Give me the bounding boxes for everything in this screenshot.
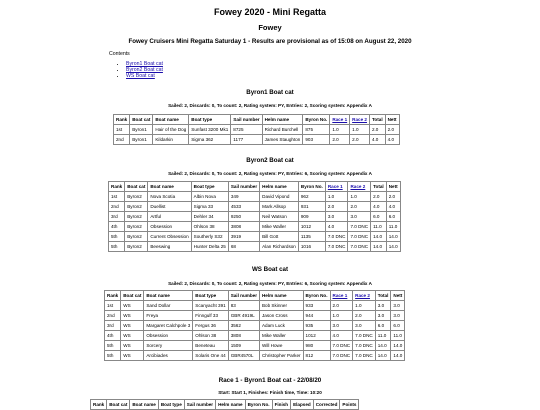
column-header: Boat type xyxy=(191,182,228,192)
table-cell: 1135 xyxy=(298,232,325,242)
column-header: Sail number xyxy=(228,182,259,192)
table-cell: 903 xyxy=(303,135,330,145)
table-cell: 3.0 xyxy=(353,321,376,331)
table-cell: 931 xyxy=(298,202,325,212)
table-cell: 1.0 xyxy=(348,192,371,202)
column-header: Nett xyxy=(385,115,399,125)
table-cell: 7.0 DNC xyxy=(325,242,348,252)
table-cell: Neil Watson xyxy=(260,212,299,222)
table-cell: Christopher Parker xyxy=(259,351,303,361)
table-header-row xyxy=(105,291,405,301)
page-title: Fowey 2020 - Mini Regatta xyxy=(213,7,327,17)
table-header-row xyxy=(114,115,400,125)
table-cell: 11.0 xyxy=(375,331,391,341)
column-header: Rank xyxy=(114,115,130,125)
table-cell: 11.0 xyxy=(371,222,387,232)
column-header: Total xyxy=(375,291,391,301)
table-cell: 944 xyxy=(303,311,330,321)
table-cell: 4.0 xyxy=(369,135,385,145)
table-cell: 6.0 xyxy=(391,321,405,331)
table-cell: 2.0 xyxy=(348,202,371,212)
table-cell: 3.0 xyxy=(391,311,405,321)
table-cell: 2nd xyxy=(105,311,121,321)
table-cell: 1012 xyxy=(303,331,330,341)
column-header: Boat name xyxy=(148,182,191,192)
table-row xyxy=(105,321,405,331)
table-cell: 2.0 xyxy=(350,135,370,145)
table-cell: Fergus 36 xyxy=(193,321,228,331)
table-cell: 4th xyxy=(105,331,121,341)
table-row xyxy=(109,222,401,232)
table-cell: 14.0 xyxy=(375,341,391,351)
column-header: Points xyxy=(340,400,359,410)
column-header: Byron No. xyxy=(303,115,330,125)
table-cell: WS xyxy=(121,351,144,361)
table-row xyxy=(114,135,400,145)
column-header: Boat cat xyxy=(130,115,153,125)
section-summary-ws: Sailed: 2, Discards: 0, To count: 2, Rating system: PY, Entries: 6, Scoring system: Appendix A xyxy=(168,281,372,286)
table-cell: 3.0 xyxy=(391,301,405,311)
table-cell: Byron2 xyxy=(125,242,148,252)
table-cell: 3808 xyxy=(228,222,259,232)
table-cell: GBR4570L xyxy=(228,351,259,361)
table-cell: 68 xyxy=(228,242,259,252)
table-cell: 11.0 xyxy=(391,331,405,341)
table-row xyxy=(109,232,401,242)
contents-item xyxy=(126,73,163,79)
table-cell: 3562 xyxy=(228,321,259,331)
venue-heading: Fowey xyxy=(258,23,282,32)
table-cell: 7.0 DNC xyxy=(348,222,371,232)
table-cell: 2.0 xyxy=(330,135,350,145)
table-cell: Byron1 xyxy=(130,135,153,145)
table-cell: 875 xyxy=(303,125,330,135)
table-row xyxy=(109,242,401,252)
table-cell: 7.0 DNC xyxy=(348,242,371,252)
column-header: Byron No. xyxy=(303,291,330,301)
table-cell: 1.0 xyxy=(353,301,376,311)
column-header: Boat type xyxy=(158,400,184,410)
table-cell: Artful xyxy=(148,212,191,222)
column-header: Finish xyxy=(272,400,291,410)
table-cell: Will Howe xyxy=(259,341,303,351)
table-row xyxy=(105,311,405,321)
section-summary-byron1: Sailed: 2, Discards: 0, To count: 2, Rating system: PY, Entries: 2, Scoring system: Appendix A xyxy=(168,103,372,108)
table-cell: Obsession xyxy=(144,331,193,341)
column-header: Boat type xyxy=(189,115,231,125)
table-cell: Southerly S32 xyxy=(191,232,228,242)
table-cell: Bob Skinner xyxy=(259,301,303,311)
section-title-byron2: Byron2 Boat cat xyxy=(246,157,294,164)
column-header: Boat name xyxy=(153,115,189,125)
table-cell: 3.0 xyxy=(375,301,391,311)
table-cell: 3.0 xyxy=(325,212,348,222)
table-cell: 1st xyxy=(114,125,130,135)
table-cell: 8725 xyxy=(231,125,262,135)
table-cell: 1012 xyxy=(298,222,325,232)
table-cell: Mike Waller xyxy=(260,222,299,232)
table-cell: Mark Allsop xyxy=(260,202,299,212)
column-header[interactable]: Race 2 xyxy=(350,115,370,125)
table-cell: 2nd xyxy=(109,202,125,212)
table-cell: Ohlson 38 xyxy=(193,331,228,341)
column-header[interactable]: Race 1 xyxy=(325,182,348,192)
table-cell: 83 xyxy=(228,301,259,311)
table-cell: 2.0 xyxy=(371,192,387,202)
table-cell: 4th xyxy=(109,222,125,232)
column-header: Boat cat xyxy=(107,400,130,410)
table-cell: 7.0 DNC xyxy=(353,331,376,341)
column-header: Byron No. xyxy=(245,400,272,410)
table-cell: 3.0 xyxy=(330,321,353,331)
table-cell: 980 xyxy=(303,341,330,351)
table-cell: 9250 xyxy=(228,212,259,222)
column-header: Boat cat xyxy=(121,291,144,301)
contents-list xyxy=(118,61,163,80)
table-cell: James Staughton xyxy=(262,135,303,145)
table-row xyxy=(105,341,405,351)
column-header: Corrected xyxy=(313,400,340,410)
table-cell: 1.0 xyxy=(350,125,370,135)
column-header: Sail number xyxy=(231,115,262,125)
table-cell: Dehler 34 xyxy=(191,212,228,222)
table-cell: 14.0 xyxy=(375,351,391,361)
table-cell: 3rd xyxy=(109,212,125,222)
table-cell: Nova Scotia xyxy=(148,192,191,202)
table-cell: WS xyxy=(121,331,144,341)
table-cell: WS xyxy=(121,341,144,351)
table-cell: Scanyacht 391 xyxy=(193,301,228,311)
table-cell: 1509 xyxy=(228,341,259,351)
table-cell: 1.0 xyxy=(330,125,350,135)
column-header[interactable]: Race 2 xyxy=(353,291,376,301)
column-header[interactable]: Race 1 xyxy=(330,115,350,125)
section-title-byron1: Byron1 Boat cat xyxy=(246,89,294,96)
table-cell: Byron2 xyxy=(125,222,148,232)
table-cell: 2.0 xyxy=(385,125,399,135)
table-cell: Byron2 xyxy=(125,212,148,222)
table-cell: 3.0 xyxy=(348,212,371,222)
race-summary: Start: Start 1, Finishes: Finish time, Time: 10:20 xyxy=(218,390,322,395)
column-header: Sail number xyxy=(184,400,215,410)
table-cell: Current Obsession xyxy=(148,232,191,242)
column-header: Nett xyxy=(391,291,405,301)
table-cell: 7.0 DNC xyxy=(353,341,376,351)
table-row xyxy=(105,301,405,311)
table-cell: Byron2 xyxy=(125,232,148,242)
table-cell: 2.0 xyxy=(386,192,400,202)
table-cell: 11.0 xyxy=(386,222,400,232)
column-header: Rank xyxy=(109,182,125,192)
table-cell: 7.0 DNC xyxy=(330,351,353,361)
table-cell: Jason Cross xyxy=(259,311,303,321)
table-cell: Obsession xyxy=(148,222,191,232)
table-row xyxy=(109,192,401,202)
column-header: Boat type xyxy=(193,291,228,301)
table-cell: 7.0 DNC xyxy=(330,341,353,351)
table-cell: David Vipond xyxy=(260,192,299,202)
table-cell: 909 xyxy=(298,212,325,222)
table-row xyxy=(114,125,400,135)
table-row xyxy=(105,351,405,361)
results-subtitle: Fowey Cruisers Mini Regatta Saturday 1 - Results are provisional as of 15:08 on August 22, 2020 xyxy=(128,38,412,45)
table-cell: Solaris One 44 xyxy=(193,351,228,361)
table-cell: 3919 xyxy=(228,232,259,242)
table-cell: Mike Waller xyxy=(259,331,303,341)
table-cell: 935 xyxy=(303,321,330,331)
table-cell: 2nd xyxy=(114,135,130,145)
table-cell: 4533 xyxy=(228,202,259,212)
column-header: Boat name xyxy=(130,400,159,410)
table-cell: 14.0 xyxy=(371,242,387,252)
table-cell: Byron2 xyxy=(125,192,148,202)
table-cell: Hunter Delta 25 xyxy=(191,242,228,252)
table-cell: Alan Richardson xyxy=(260,242,299,252)
table-row xyxy=(105,331,405,341)
column-header: Helm name xyxy=(262,115,303,125)
table-cell: 6.0 xyxy=(371,212,387,222)
table-cell: Albin Nova xyxy=(191,192,228,202)
table-cell: Freya xyxy=(144,311,193,321)
table-cell: Sunfast 3200 Mk1 xyxy=(189,125,231,135)
table-cell: Arcibiades xyxy=(144,351,193,361)
table-cell: WS xyxy=(121,311,144,321)
results-table-byron2 xyxy=(108,181,401,252)
contents-label: Contents xyxy=(109,51,130,57)
table-cell: 7.0 DNC xyxy=(348,232,371,242)
table-cell: 14.0 xyxy=(386,242,400,252)
table-cell: 1st xyxy=(109,192,125,202)
column-header: Total xyxy=(369,115,385,125)
column-header: Helm name xyxy=(216,400,246,410)
table-cell: 6.0 xyxy=(375,321,391,331)
table-cell: 2.0 xyxy=(353,311,376,321)
results-table-ws xyxy=(104,290,405,361)
table-cell: WS xyxy=(121,301,144,311)
table-cell: Finngulf 33 xyxy=(193,311,228,321)
table-row xyxy=(109,202,401,212)
table-cell: GBR 4919L xyxy=(228,311,259,321)
table-cell: Byron1 xyxy=(130,125,153,135)
table-cell: Duellist xyxy=(148,202,191,212)
table-cell: 6.0 xyxy=(386,212,400,222)
table-cell: Sand Dollar xyxy=(144,301,193,311)
table-row xyxy=(109,212,401,222)
table-cell: 1st xyxy=(105,301,121,311)
column-header: Boat cat xyxy=(125,182,148,192)
results-table-byron1 xyxy=(113,114,400,145)
column-header: Sail number xyxy=(228,291,259,301)
table-cell: 14.0 xyxy=(391,341,405,351)
table-cell: Richard Burchell xyxy=(262,125,303,135)
table-cell: Margaret Calchpole 3 xyxy=(144,321,193,331)
table-cell: 2.0 xyxy=(369,125,385,135)
contents-link-byron2[interactable]: Byron2 Boat cat xyxy=(126,67,163,74)
table-cell: 1.0 xyxy=(330,311,353,321)
table-cell: 3.0 xyxy=(375,311,391,321)
table-cell: 3808 xyxy=(228,331,259,341)
table-cell: Bill Gott xyxy=(260,232,299,242)
column-header: Nett xyxy=(386,182,400,192)
table-cell: Sigma 33 xyxy=(191,202,228,212)
contents-link-byron1[interactable]: Byron1 Boat cat xyxy=(126,61,163,67)
contents-link-ws[interactable]: WS Boat cat xyxy=(126,73,155,80)
table-cell: Sigma 362 xyxy=(189,135,231,145)
table-cell: Beeswing xyxy=(148,242,191,252)
table-cell: 4.0 xyxy=(371,202,387,212)
race-title: Race 1 - Byron1 Boat cat - 22/08/20 xyxy=(218,377,322,384)
table-cell: 4.0 xyxy=(386,202,400,212)
table-cell: WS xyxy=(121,321,144,331)
table-cell: Adam Luck xyxy=(259,321,303,331)
table-cell: 4.0 xyxy=(385,135,399,145)
column-header: Total xyxy=(371,182,387,192)
table-cell: 1016 xyxy=(298,242,325,252)
table-header-row xyxy=(109,182,401,192)
table-cell: 4.0 xyxy=(325,222,348,232)
table-cell: 2.0 xyxy=(325,202,348,212)
table-cell: Sorcery xyxy=(144,341,193,351)
table-cell: 3rd xyxy=(105,321,121,331)
table-cell: 1177 xyxy=(231,135,262,145)
table-cell: 4.0 xyxy=(330,331,353,341)
table-cell: 5th xyxy=(105,351,121,361)
table-cell: 7.0 DNC xyxy=(353,351,376,361)
table-cell: Kildarkin xyxy=(153,135,189,145)
table-cell: 14.0 xyxy=(386,232,400,242)
column-header: Rank xyxy=(105,291,121,301)
column-header: Byron No. xyxy=(298,182,325,192)
column-header[interactable]: Race 1 xyxy=(330,291,353,301)
table-cell: Hair of the Dog xyxy=(153,125,189,135)
column-header: Elapsed xyxy=(291,400,314,410)
column-header: Rank xyxy=(91,400,107,410)
table-cell: 5th xyxy=(109,242,125,252)
table-cell: 7.0 DNC xyxy=(325,232,348,242)
column-header: Helm name xyxy=(259,291,303,301)
section-title-ws: WS Boat cat xyxy=(251,266,289,273)
table-cell: 2.0 xyxy=(330,301,353,311)
table-cell: 349 xyxy=(228,192,259,202)
table-cell: 1.0 xyxy=(325,192,348,202)
table-cell: Ohlson 38 xyxy=(191,222,228,232)
table-cell: Beneteau xyxy=(193,341,228,351)
table-cell: 5th xyxy=(109,232,125,242)
table-cell: 812 xyxy=(303,351,330,361)
column-header: Helm name xyxy=(260,182,299,192)
table-cell: 14.0 xyxy=(391,351,405,361)
column-header[interactable]: Race 2 xyxy=(348,182,371,192)
table-cell: Byron2 xyxy=(125,202,148,212)
table-cell: 5th xyxy=(105,341,121,351)
section-summary-byron2: Sailed: 2, Discards: 0, To count: 2, Rating system: PY, Entries: 6, Scoring system: Appendix A xyxy=(168,171,372,176)
table-cell: 933 xyxy=(303,301,330,311)
table-cell: 14.0 xyxy=(371,232,387,242)
column-header: Boat name xyxy=(144,291,193,301)
table-cell: 962 xyxy=(298,192,325,202)
